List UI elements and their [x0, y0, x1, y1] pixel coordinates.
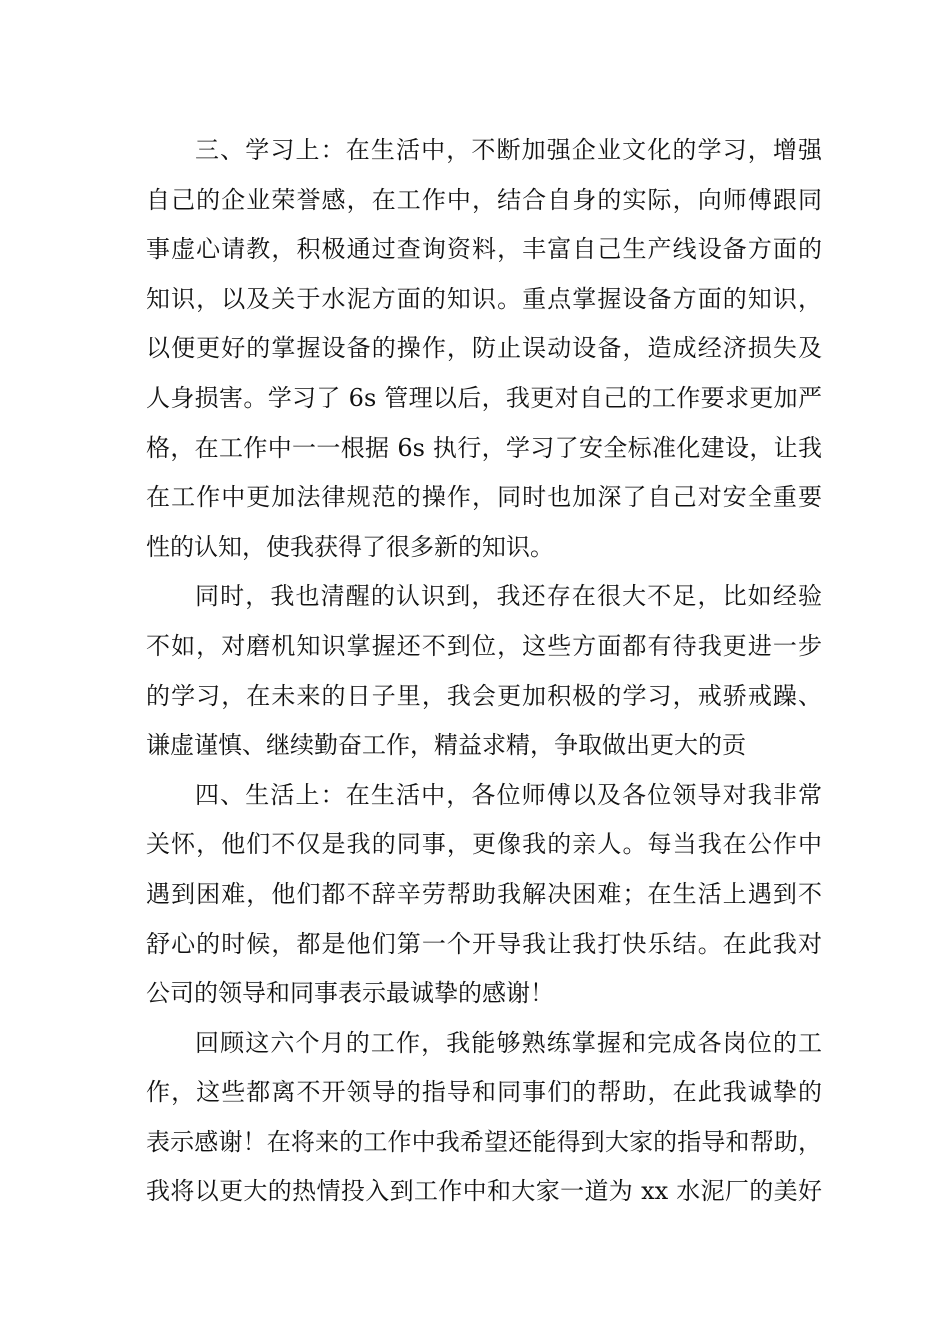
text-line: 舒心的时候，都是他们第一个开导我让我打快乐结。在此我对: [146, 929, 822, 958]
text-line: 表示感谢！在将来的工作中我希望还能得到大家的指导和帮助，: [146, 1127, 822, 1156]
text-line: 自己的企业荣誉感，在工作中，结合自身的实际，向师傅跟同: [146, 185, 822, 214]
text-line: 三、学习上：在生活中，不断加强企业文化的学习，增强: [195, 136, 822, 164]
text-line: 回顾这六个月的工作，我能够熟练掌握和完成各岗位的工: [195, 1028, 822, 1057]
text-line: 同时，我也清醒的认识到，我还存在很大不足，比如经验: [195, 582, 822, 611]
text-line: 知识，以及关于水泥方面的知识。重点掌握设备方面的知识，: [146, 284, 822, 313]
document-body: [146, 126, 822, 1217]
text-line: 的学习，在未来的日子里，我会更加积极的学习，戒骄戒躁、: [146, 681, 822, 710]
text-line: 作，这些都离不开领导的指导和同事们的帮助，在此我诚挚的: [146, 1078, 822, 1107]
paragraph-review: [146, 1019, 822, 1217]
text-line: 人身损害。学习了 6s 管理以后，我更对自己的工作要求更加严: [146, 383, 822, 412]
text-line: 在工作中更加法律规范的操作，同时也加深了自己对安全重要: [146, 483, 822, 512]
text-line: 事虚心请教，积极通过查询资料，丰富自己生产线设备方面的: [146, 235, 822, 264]
text-line: 以便更好的掌握设备的操作，防止误动设备，造成经济损失及: [146, 334, 822, 363]
text-line: 遇到困难，他们都不辞辛劳帮助我解决困难；在生活上遇到不: [146, 879, 822, 908]
paragraph-life: [146, 771, 822, 1019]
text-line: 谦虚谨慎、继续勤奋工作，精益求精，争取做出更大的贡: [146, 731, 746, 760]
text-line: 四、生活上：在生活中，各位师傅以及各位领导对我非常: [195, 780, 822, 809]
text-line: 性的认知，使我获得了很多新的知识。: [146, 532, 554, 561]
paragraph-shortcomings: [146, 572, 822, 770]
text-line: 关怀，他们不仅是我的同事，更像我的亲人。每当我在公作中: [146, 830, 822, 859]
text-line: 不如，对磨机知识掌握还不到位，这些方面都有待我更进一步: [146, 631, 822, 660]
text-line: 公司的领导和同事表示最诚挚的感谢！: [146, 979, 554, 1008]
paragraph-study: [146, 126, 822, 572]
text-line: 格，在工作中一一根据 6s 执行，学习了安全标准化建设，让我: [146, 433, 822, 462]
text-line: 我将以更大的热情投入到工作中和大家一道为 xx 水泥厂的美好: [146, 1177, 822, 1206]
